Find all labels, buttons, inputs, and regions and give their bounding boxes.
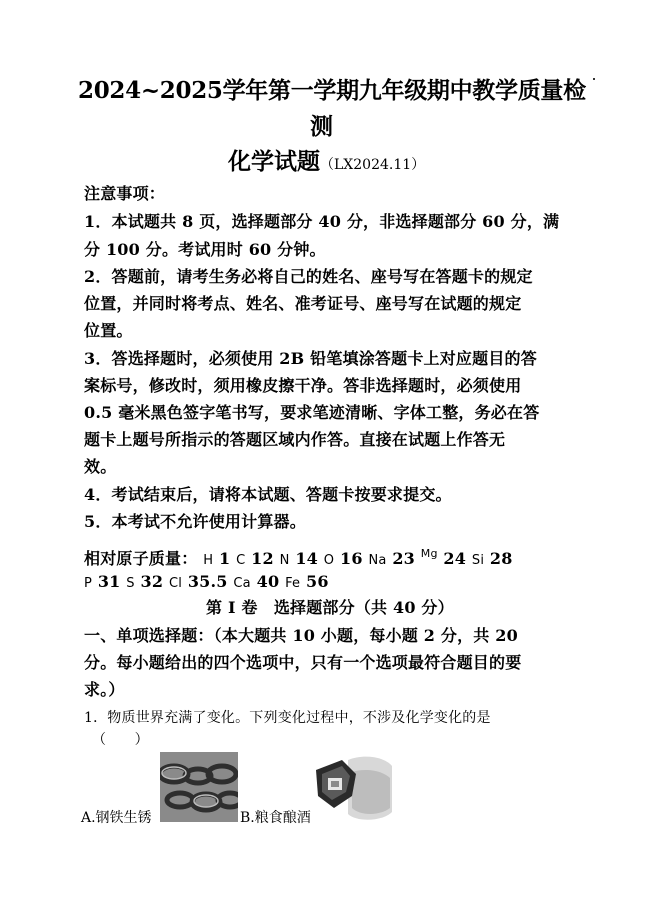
notice-line: 位置，并同时将考点、姓名、准考证号、座号写在试题的规定 <box>84 294 522 313</box>
rusty-chain-image <box>160 752 238 822</box>
notice-line: 0.5 毫米黑色签字笔书写，要求笔迹清晰、字体工整，务必在答 <box>84 403 540 422</box>
atomic-mass: 56 <box>306 572 329 591</box>
scan-speck <box>593 78 595 80</box>
element-symbol: Fe <box>285 576 301 591</box>
notice-line: 案标号，修改时，须用橡皮擦干净。答非选择题时，必须使用 <box>84 376 522 395</box>
element-symbol: C <box>236 553 246 568</box>
atomic-mass: 16 <box>339 549 363 568</box>
notice-line: 题卡上题号所指示的答题区域内作答。直接在试题上作答无 <box>84 430 506 449</box>
atomic-mass: 31 <box>97 572 121 591</box>
notice-line: 4．考试结束后，请将本试题、答题卡按要求提交。 <box>84 485 452 504</box>
answer-blank: （ ） <box>92 732 149 748</box>
element-symbol: S <box>126 576 135 591</box>
exam-title-line2: 测 <box>310 113 333 140</box>
element-symbol: Mg <box>420 547 438 560</box>
element-symbol: Cl <box>168 576 183 591</box>
element-symbol: P <box>84 576 93 591</box>
atomic-mass: 23 <box>392 549 415 568</box>
subject-title <box>228 145 425 182</box>
notice-line: 5．本考试不允许使用计算器。 <box>84 512 306 531</box>
notice-heading: 注意事项： <box>84 184 166 203</box>
element-symbol: Ca <box>233 576 251 591</box>
notice-line: 2．答题前，请考生务必将自己的姓名、座号写在答题卡的规定 <box>84 267 533 286</box>
atomic-mass: 28 <box>489 549 513 568</box>
element-symbol: N <box>279 553 290 568</box>
element-symbol: Na <box>368 553 387 568</box>
section-instruction: 分。每小题给出的四个选项中，只有一个选项最符合题目的要 <box>84 653 522 672</box>
element-symbol: Si <box>471 553 485 568</box>
option-a: A.钢铁生锈 <box>81 810 152 826</box>
subject-name: 化学试题 <box>228 148 320 175</box>
notice-line: 3．答选择题时，必须使用 2B 铅笔填涂答题卡上对应题目的答 <box>84 349 537 368</box>
atomic-mass: 24 <box>443 549 467 568</box>
atomic-mass: 35.5 <box>187 572 228 591</box>
element-symbol: O <box>323 553 335 568</box>
exam-title-line1: 2024~2025学年第一学期九年级期中教学质量检 <box>78 77 586 104</box>
notice-line: 分 100 分。考试用时 60 分钟。 <box>84 240 326 259</box>
atomic-mass: 12 <box>251 549 274 568</box>
atomic-mass: 32 <box>140 572 164 591</box>
atomic-mass: 40 <box>256 572 280 591</box>
grain-wine-image <box>312 752 396 824</box>
notice-line: 1．本试题共 8 页，选择题部分 40 分，非选择题部分 60 分，满 <box>84 212 560 231</box>
notice-line: 效。 <box>84 457 117 476</box>
question-1-stem: 1．物质世界充满了变化。下列变化过程中，不涉及化学变化的是 <box>84 710 491 726</box>
atomic-mass: 1 <box>218 549 231 568</box>
part1-title: 第 I 卷 选择题部分（共 40 分） <box>206 598 454 617</box>
subject-code: （LX2024.11） <box>320 157 426 173</box>
atomic-mass: 14 <box>295 549 318 568</box>
notice-line: 位置。 <box>84 321 133 340</box>
atomic-masses-label: 相对原子质量： <box>84 549 198 568</box>
element-symbol: H <box>203 553 214 568</box>
section-instruction: 求。） <box>84 680 125 699</box>
section-instruction: 一、单项选择题：（本大题共 10 小题，每小题 2 分，共 20 <box>84 626 518 645</box>
option-b: B.粮食酿酒 <box>240 810 311 826</box>
